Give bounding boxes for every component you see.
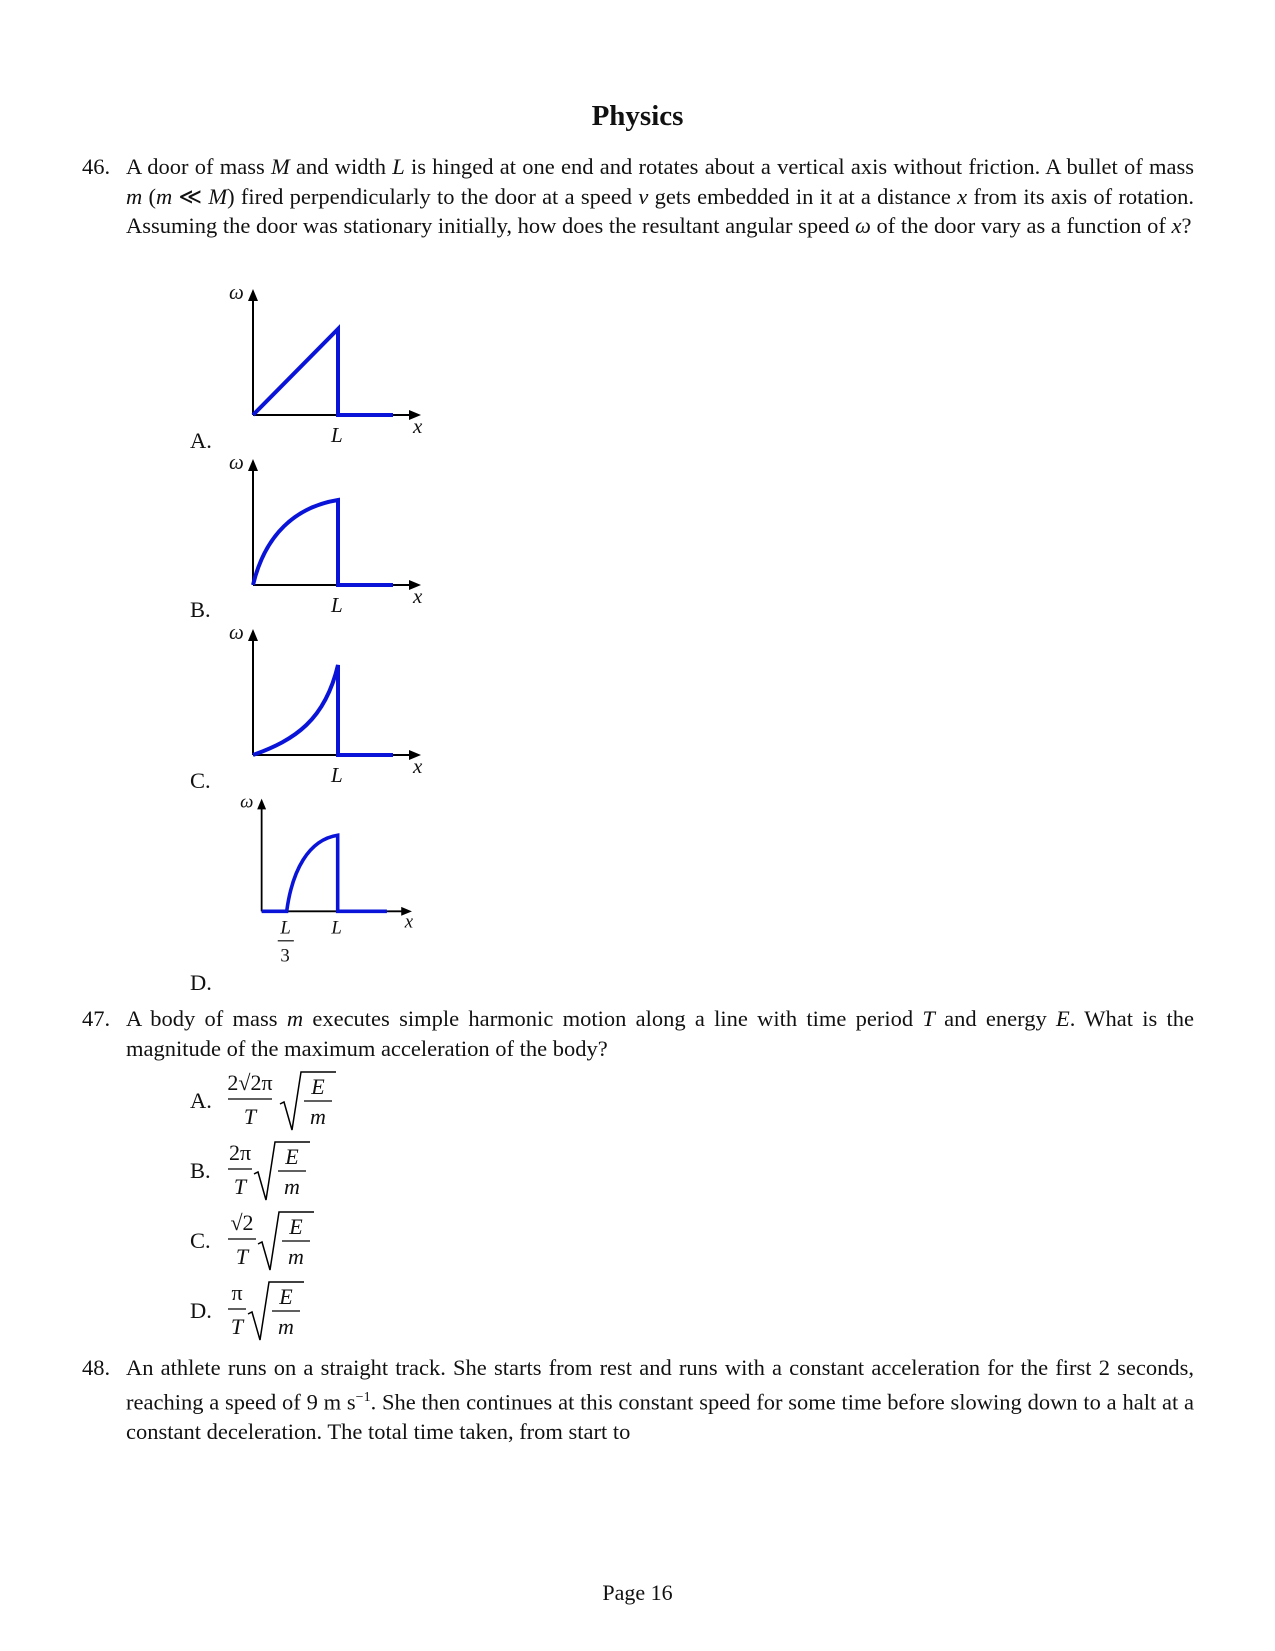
option-label-a[interactable]: A. <box>190 1088 212 1113</box>
question-text: A door of mass M and width L is hinged at one end and rotates about a vertical axis without friction. A bullet of mass m (m ≪ M) fired perpendicularly to the door at a speed v gets embedded in it at a distance x from its axis of rotation. Assuming the door was stationary initially, how does the resultant angular speed ω of the door vary as a function of x? <box>126 154 1195 238</box>
coef-denominator: T <box>230 1314 244 1339</box>
option-c-formula[interactable] <box>228 1208 328 1280</box>
tick-label-L: L <box>331 763 343 787</box>
y-axis-arrow <box>248 289 258 301</box>
curve-concave <box>253 500 393 585</box>
coef-denominator: T <box>233 1174 247 1199</box>
option-label-c[interactable]: C. <box>190 768 211 793</box>
root-numerator: E <box>289 1214 303 1239</box>
question-number: 48. <box>82 1355 111 1380</box>
curve-shifted-concave <box>262 835 387 911</box>
tick-label-L: L <box>331 423 343 447</box>
root-denominator: m <box>288 1244 304 1269</box>
coef-numerator: √2 <box>230 1210 254 1235</box>
question-46 <box>82 152 1194 241</box>
question-text: An athlete runs on a straight track. She starts from rest and runs with a constant acceleration for the first 2 seconds, reaching a speed of 9 m $s^{-1}$. She then continues at this constant speed for some time before slowing down to a halt at a constant deceleration. The total time taken, from start to <box>126 1355 1195 1444</box>
question-number: 47. <box>82 1006 111 1031</box>
option-label-d[interactable]: D. <box>190 1298 212 1323</box>
option-label-b[interactable]: B. <box>190 1158 211 1183</box>
coef-denominator: T <box>243 1104 257 1129</box>
root-denominator: m <box>284 1174 300 1199</box>
axis-x-label: x <box>413 584 423 608</box>
option-label-d[interactable]: D. <box>190 970 212 995</box>
option-d-formula[interactable] <box>228 1278 328 1350</box>
option-b-formula[interactable] <box>228 1138 328 1210</box>
option-c-graph[interactable] <box>225 620 445 795</box>
question-text: A body of mass m executes simple harmonic motion along a line with time period T and energy E. What is the magnitude of the maximum acceleration of the body? <box>126 1006 1195 1061</box>
curve-linear <box>253 329 393 415</box>
y-axis-arrow <box>248 629 258 641</box>
option-label-b[interactable]: B. <box>190 597 211 622</box>
axis-x-label: x <box>413 414 423 438</box>
root-numerator: E <box>279 1284 293 1309</box>
question-number: 46. <box>82 154 111 179</box>
coef-numerator: 2π <box>228 1140 252 1165</box>
root-denominator: m <box>310 1104 326 1129</box>
coef-numerator: π <box>231 1280 243 1305</box>
option-a-formula[interactable] <box>228 1068 348 1140</box>
option-label-a[interactable]: A. <box>190 428 212 453</box>
page-number: Page 16 <box>602 1580 673 1605</box>
option-b-graph[interactable] <box>225 450 445 625</box>
curve-convex <box>253 665 393 755</box>
axis-y-label: ω <box>229 620 244 644</box>
axis-y-label: ω <box>229 280 244 304</box>
y-axis-arrow <box>248 459 258 471</box>
axis-y-label: ω <box>229 450 244 474</box>
y-axis-arrow <box>257 799 266 810</box>
option-a-graph[interactable] <box>225 280 445 455</box>
coef-denominator: T <box>235 1244 249 1269</box>
axis-y-label: ω <box>240 791 254 813</box>
question-48 <box>82 1353 1194 1446</box>
axis-x-label: x <box>404 911 414 933</box>
coef-numerator: 2√2π <box>227 1070 273 1095</box>
tick-frac-denominator: 3 <box>280 945 290 967</box>
tick-label-L: L <box>331 593 343 617</box>
tick-frac-numerator: L <box>280 917 291 939</box>
question-47 <box>82 1004 1194 1063</box>
root-denominator: m <box>278 1314 294 1339</box>
root-numerator: E <box>285 1144 299 1169</box>
axis-x-label: x <box>413 754 423 778</box>
root-numerator: E <box>311 1074 325 1099</box>
option-label-c[interactable]: C. <box>190 1228 211 1253</box>
tick-label-L: L <box>331 917 342 939</box>
option-d-graph[interactable] <box>225 791 445 967</box>
page-title: Physics <box>591 100 684 132</box>
